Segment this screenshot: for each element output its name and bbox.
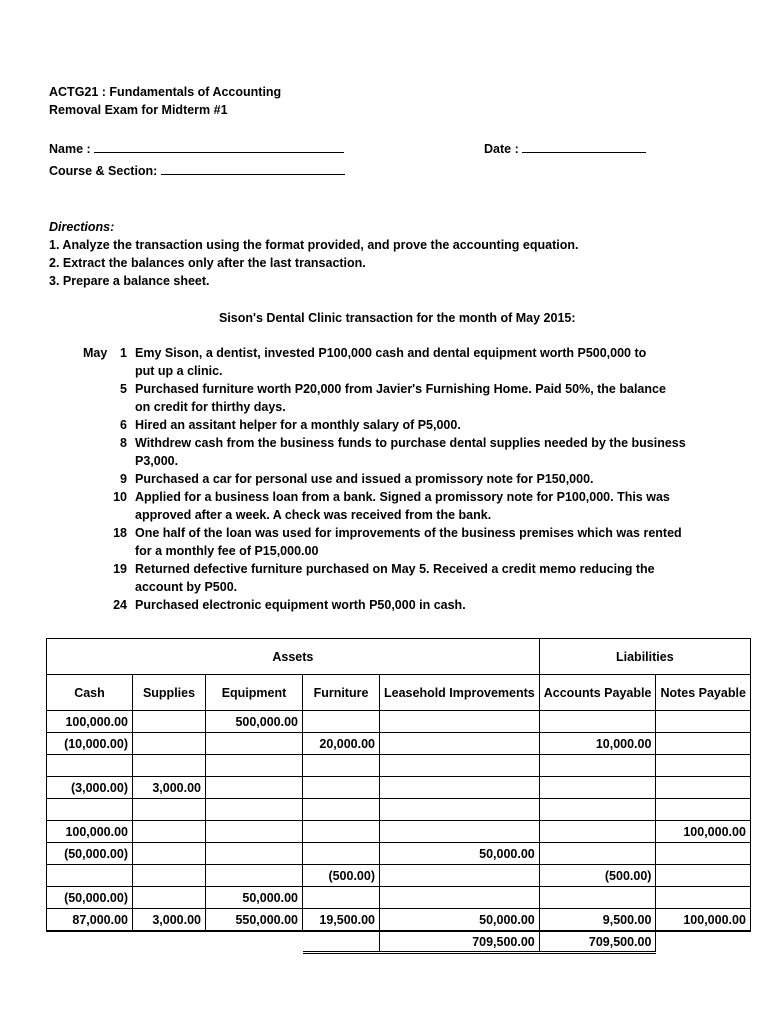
transaction-continuation bbox=[76, 544, 676, 562]
table-cell bbox=[656, 733, 750, 755]
transaction-item bbox=[76, 526, 682, 544]
table-cell bbox=[539, 887, 656, 909]
transaction-item bbox=[76, 436, 686, 454]
direction-item: 2. Extract the balances only after the last transaction. bbox=[49, 256, 366, 270]
table-cell: 500,000.00 bbox=[206, 711, 303, 733]
table-row bbox=[47, 865, 751, 887]
table-group-header bbox=[47, 639, 751, 675]
total-cell: 50,000.00 bbox=[380, 909, 540, 932]
table-cell: 100,000.00 bbox=[656, 821, 750, 843]
table-cell bbox=[133, 799, 206, 821]
table-cell bbox=[539, 711, 656, 733]
table-cell bbox=[206, 843, 303, 865]
transaction-item bbox=[76, 382, 676, 400]
transaction-day: 24 bbox=[113, 598, 127, 612]
table-cell: (10,000.00) bbox=[47, 733, 133, 755]
column-header: Cash bbox=[47, 675, 133, 711]
liabilities-header: Liabilities bbox=[539, 639, 750, 675]
transaction-text: put up a clinic. bbox=[135, 364, 223, 378]
transaction-day: 1 bbox=[120, 346, 127, 360]
table-cell bbox=[539, 821, 656, 843]
transactions-list bbox=[76, 346, 686, 616]
sum-underline-cell bbox=[303, 931, 380, 953]
empty-cell bbox=[133, 931, 206, 953]
table-cell bbox=[303, 821, 380, 843]
transaction-text: for a monthly fee of P15,000.00 bbox=[135, 544, 319, 558]
sum-assets-cell: 709,500.00 bbox=[380, 931, 540, 953]
table-cell: 100,000.00 bbox=[47, 821, 133, 843]
transaction-text: Purchased furniture worth P20,000 from Javier's Furnishing Home. Paid 50%, the balance bbox=[135, 382, 666, 396]
table-row bbox=[47, 843, 751, 865]
table-cell: (500.00) bbox=[539, 865, 656, 887]
column-header: Leasehold Improvements bbox=[380, 675, 540, 711]
table-cell bbox=[206, 733, 303, 755]
total-cell: 87,000.00 bbox=[47, 909, 133, 932]
problem-title: Sison's Dental Clinic transaction for the month of May 2015: bbox=[219, 311, 576, 325]
course-section-field bbox=[49, 163, 345, 178]
column-header: Equipment bbox=[206, 675, 303, 711]
table-cell bbox=[380, 755, 540, 777]
transaction-item bbox=[76, 472, 676, 490]
table-cell bbox=[380, 777, 540, 799]
table-cell bbox=[656, 865, 750, 887]
table-cell bbox=[380, 733, 540, 755]
transaction-text: Withdrew cash from the business funds to purchase dental supplies needed by the business bbox=[135, 436, 686, 450]
table-cell bbox=[303, 755, 380, 777]
column-header: Notes Payable bbox=[656, 675, 750, 711]
table-cell: 50,000.00 bbox=[380, 843, 540, 865]
transaction-day: 6 bbox=[120, 418, 127, 432]
table-cell: 100,000.00 bbox=[47, 711, 133, 733]
table-cell bbox=[133, 711, 206, 733]
table-cell bbox=[303, 777, 380, 799]
table-column-header bbox=[47, 675, 751, 711]
table-totals-row bbox=[47, 909, 751, 932]
table-cell bbox=[303, 843, 380, 865]
table-cell bbox=[47, 755, 133, 777]
transaction-text: Hired an assitant helper for a monthly salary of P5,000. bbox=[135, 418, 461, 432]
table-cell bbox=[380, 821, 540, 843]
table-cell bbox=[206, 799, 303, 821]
empty-cell bbox=[656, 931, 750, 953]
table-cell bbox=[47, 799, 133, 821]
transaction-day: 9 bbox=[120, 472, 127, 486]
transaction-text: Returned defective furniture purchased on May 5. Received a credit memo reducing the bbox=[135, 562, 655, 576]
transaction-day: 10 bbox=[113, 490, 127, 504]
table-cell: 50,000.00 bbox=[206, 887, 303, 909]
transaction-text: account by P500. bbox=[135, 580, 238, 594]
course-section-label: Course & Section: bbox=[49, 164, 158, 178]
transaction-text: Emy Sison, a dentist, invested P100,000 cash and dental equipment worth P500,000 to bbox=[135, 346, 647, 360]
table-cell bbox=[206, 821, 303, 843]
table-row bbox=[47, 777, 751, 799]
table-cell: (3,000.00) bbox=[47, 777, 133, 799]
assets-header: Assets bbox=[47, 639, 540, 675]
empty-cell bbox=[47, 931, 133, 953]
table-cell: 3,000.00 bbox=[133, 777, 206, 799]
table-cell bbox=[539, 843, 656, 865]
table-cell bbox=[380, 865, 540, 887]
table-row bbox=[47, 887, 751, 909]
transaction-item bbox=[76, 562, 676, 580]
table-cell bbox=[656, 777, 750, 799]
date-field bbox=[484, 141, 646, 156]
empty-cell bbox=[206, 931, 303, 953]
name-field bbox=[49, 141, 344, 156]
transaction-continuation bbox=[76, 508, 676, 526]
table-cell: (500.00) bbox=[303, 865, 380, 887]
transaction-day: 18 bbox=[113, 526, 127, 540]
name-label: Name : bbox=[49, 142, 91, 156]
course-title: ACTG21 : Fundamentals of Accounting bbox=[49, 85, 282, 99]
direction-item: 3. Prepare a balance sheet. bbox=[49, 274, 210, 288]
table-cell bbox=[133, 843, 206, 865]
table-cell: 10,000.00 bbox=[539, 733, 656, 755]
transaction-text: on credit for thirthy days. bbox=[135, 400, 286, 414]
transaction-day: 5 bbox=[120, 382, 127, 396]
transaction-text: One half of the loan was used for improvements of the business premises which was rented bbox=[135, 526, 682, 540]
table-cell bbox=[303, 887, 380, 909]
name-blank bbox=[94, 141, 344, 153]
transaction-text: Purchased a car for personal use and issued a promissory note for P150,000. bbox=[135, 472, 594, 486]
transaction-continuation bbox=[76, 364, 676, 382]
transaction-text: P3,000. bbox=[135, 454, 179, 468]
table-cell bbox=[303, 799, 380, 821]
total-cell: 550,000.00 bbox=[206, 909, 303, 932]
transaction-item bbox=[76, 598, 676, 616]
transaction-day: 8 bbox=[120, 436, 127, 450]
transaction-day: 19 bbox=[113, 562, 127, 576]
table-cell: (50,000.00) bbox=[47, 843, 133, 865]
table-row bbox=[47, 711, 751, 733]
table-cell bbox=[656, 755, 750, 777]
table-cell bbox=[133, 865, 206, 887]
transaction-item bbox=[76, 346, 676, 364]
accounting-equation-table bbox=[46, 638, 751, 954]
transaction-continuation bbox=[76, 400, 676, 418]
total-cell: 9,500.00 bbox=[539, 909, 656, 932]
table-cell bbox=[133, 821, 206, 843]
table-cell bbox=[133, 887, 206, 909]
transaction-item bbox=[76, 418, 676, 436]
course-section-blank bbox=[161, 163, 345, 175]
table-cell: 20,000.00 bbox=[303, 733, 380, 755]
table-cell bbox=[133, 755, 206, 777]
transaction-text: Purchased electronic equipment worth P50,000 in cash. bbox=[135, 598, 466, 612]
table-cell bbox=[539, 777, 656, 799]
table-cell bbox=[656, 887, 750, 909]
table-cell bbox=[380, 799, 540, 821]
directions-title: Directions: bbox=[49, 220, 115, 234]
transaction-item bbox=[76, 490, 676, 508]
table-cell bbox=[539, 755, 656, 777]
table-cell bbox=[133, 733, 206, 755]
table-cell bbox=[47, 865, 133, 887]
date-blank bbox=[522, 141, 646, 153]
transaction-continuation bbox=[76, 454, 676, 472]
table-cell bbox=[656, 843, 750, 865]
transaction-month: May bbox=[83, 346, 108, 360]
table-cell: (50,000.00) bbox=[47, 887, 133, 909]
table-row bbox=[47, 755, 751, 777]
transaction-text: Applied for a business loan from a bank. Signed a promissory note for P100,000. This was bbox=[135, 490, 670, 504]
date-label: Date : bbox=[484, 142, 519, 156]
total-cell: 3,000.00 bbox=[133, 909, 206, 932]
table-cell bbox=[206, 755, 303, 777]
sum-liabilities-cell: 709,500.00 bbox=[539, 931, 656, 953]
table-row bbox=[47, 733, 751, 755]
transaction-continuation bbox=[76, 580, 676, 598]
exam-title: Removal Exam for Midterm #1 bbox=[49, 103, 228, 117]
table-body bbox=[47, 711, 751, 909]
table-cell bbox=[380, 887, 540, 909]
table-row bbox=[47, 799, 751, 821]
total-cell: 19,500.00 bbox=[303, 909, 380, 932]
column-header: Furniture bbox=[303, 675, 380, 711]
table-cell bbox=[303, 711, 380, 733]
table-cell bbox=[206, 865, 303, 887]
column-header: Supplies bbox=[133, 675, 206, 711]
table-sum-row bbox=[47, 931, 751, 953]
table-cell bbox=[380, 711, 540, 733]
transaction-text: approved after a week. A check was received from the bank. bbox=[135, 508, 492, 522]
table-cell bbox=[206, 777, 303, 799]
direction-item: 1. Analyze the transaction using the format provided, and prove the accounting equation. bbox=[49, 238, 579, 252]
table-cell bbox=[539, 799, 656, 821]
table-row bbox=[47, 821, 751, 843]
table-cell bbox=[656, 799, 750, 821]
table-cell bbox=[656, 711, 750, 733]
column-header: Accounts Payable bbox=[539, 675, 656, 711]
total-cell: 100,000.00 bbox=[656, 909, 750, 932]
